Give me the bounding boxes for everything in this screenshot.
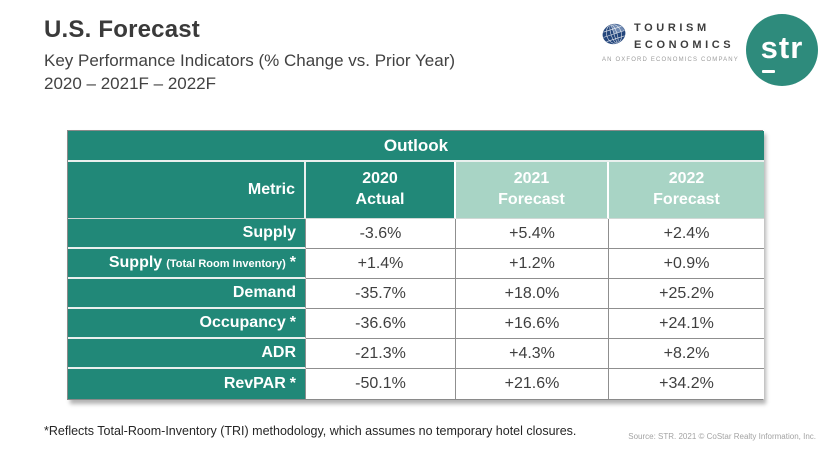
value-2021: +5.4% [456, 219, 609, 249]
footnote: *Reflects Total-Room-Inventory (TRI) methodology, which assumes no temporary hotel closures. [44, 424, 577, 438]
subtitle-line-2: 2020 – 2021F – 2022F [44, 74, 217, 94]
metric-label: Supply (Total Room Inventory) * [68, 249, 306, 279]
value-2021: +1.2% [456, 249, 609, 279]
value-2021: +16.6% [456, 309, 609, 339]
str-logo-text: str [760, 30, 804, 65]
tourism-economics-wordmark-line1: TOURISM [634, 22, 710, 34]
metric-label: Demand [68, 279, 306, 309]
column-header-2020-actual: 2020 Actual [306, 162, 456, 219]
outlook-header-row [68, 131, 764, 162]
kpi-table [67, 130, 763, 400]
table-row-adr [68, 339, 764, 369]
tourism-economics-wordmark-line2: ECONOMICS [634, 38, 735, 51]
value-2020: +1.4% [306, 249, 456, 279]
value-2021: +21.6% [456, 369, 609, 399]
value-2022: +2.4% [609, 219, 764, 249]
table-row-occupancy [68, 309, 764, 339]
value-2020: -36.6% [306, 309, 456, 339]
str-logo [746, 14, 818, 86]
metric-label: RevPAR * [68, 369, 306, 399]
column-header-row [68, 162, 764, 219]
str-logo-underline [762, 70, 775, 73]
subtitle-line-1: Key Performance Indicators (% Change vs. Prior Year) [44, 51, 456, 70]
value-2020: -21.3% [306, 339, 456, 369]
value-2022: +8.2% [609, 339, 764, 369]
value-2021: +4.3% [456, 339, 609, 369]
tourism-economics-logo [601, 20, 739, 63]
outlook-header: Outlook [68, 131, 764, 162]
value-2020: -50.1% [306, 369, 456, 399]
title-block [44, 16, 455, 96]
value-2022: +25.2% [609, 279, 764, 309]
metric-label: ADR [68, 339, 306, 369]
tourism-economics-tagline: AN OXFORD ECONOMICS COMPANY [602, 57, 739, 63]
column-header-metric: Metric [68, 162, 306, 219]
value-2021: +18.0% [456, 279, 609, 309]
globe-icon [601, 22, 627, 51]
value-2022: +24.1% [609, 309, 764, 339]
metric-label: Occupancy * [68, 309, 306, 339]
metric-label: Supply [68, 219, 306, 249]
table-row-supply-tri [68, 249, 764, 279]
column-header-2021-forecast: 2021 Forecast [456, 162, 609, 219]
table-row-revpar [68, 369, 764, 399]
page-title: U.S. Forecast [44, 16, 200, 43]
value-2022: +0.9% [609, 249, 764, 279]
source-attribution: Source: STR. 2021 © CoStar Realty Information, Inc. [628, 432, 816, 441]
column-header-2022-forecast: 2022 Forecast [609, 162, 764, 219]
value-2022: +34.2% [609, 369, 764, 399]
table-row-supply [68, 219, 764, 249]
value-2020: -3.6% [306, 219, 456, 249]
table-row-demand [68, 279, 764, 309]
value-2020: -35.7% [306, 279, 456, 309]
kpi-table-grid [68, 131, 764, 399]
